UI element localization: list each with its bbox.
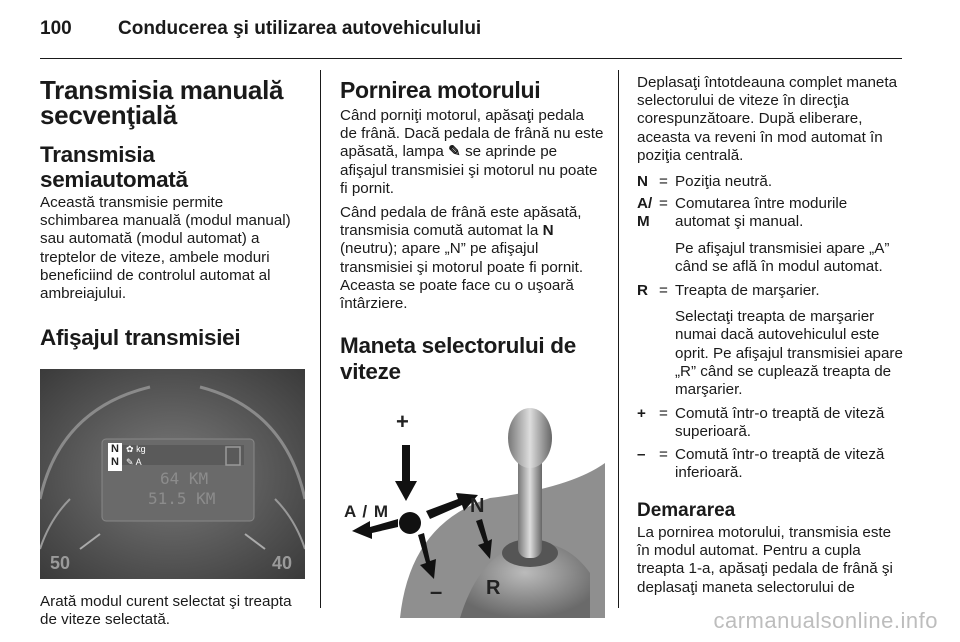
speed-mark-right: 40 <box>272 553 293 574</box>
item-eq: = <box>659 195 668 213</box>
para2-neutral: N <box>542 222 554 240</box>
item-term: R <box>637 282 648 300</box>
odometer-line-1: 64 KM <box>160 469 209 489</box>
item-extra: Selectaţi treapta de marşarier numai dacă autovehiculul este oprit. Pe afişajul transmisiei apare „R” când se cuplează treapta de marşarier. <box>675 308 903 399</box>
brake-foot-icon: ✎ <box>126 457 134 468</box>
item-desc: Comutarea între modurile automat şi manual. <box>675 195 848 231</box>
item-term: A/ M <box>637 195 653 231</box>
page-header <box>40 18 481 40</box>
engine-start-heading: Pornirea motorului <box>340 77 541 103</box>
kg-label: kg <box>136 444 146 455</box>
column-1 <box>40 74 305 636</box>
mode-letter: A <box>135 457 142 468</box>
plus-label: + <box>396 409 409 435</box>
item-desc: Comută într-o treaptă de viteză superioară. <box>675 405 885 441</box>
item-eq: = <box>659 282 668 300</box>
column-divider-1 <box>320 70 321 608</box>
para2-start: Când pedala de frână este apăsată, transmisia comută automat la <box>340 204 582 240</box>
brake-warning-icon: ✎ <box>448 143 461 161</box>
gear-icon: ✿ <box>126 444 134 455</box>
engine-start-paragraph-2 <box>340 204 605 313</box>
item-eq: = <box>659 173 668 191</box>
item-desc: Comută într-o treaptă de viteză inferioară. <box>675 445 885 481</box>
item-term: + <box>637 405 646 423</box>
column-3 <box>637 74 905 603</box>
speed-mark-left: 50 <box>50 553 71 574</box>
r-label: R <box>486 577 501 600</box>
transmission-display-figure <box>40 369 305 579</box>
n-label: N <box>470 495 485 518</box>
figure-caption: Arată modul curent selectat şi treapta de viteze selectată. <box>40 593 292 629</box>
gear-indicator <box>108 443 122 471</box>
odometer-line-2: 51.5 KM <box>148 489 216 509</box>
intro-paragraph: Această transmisie permite schimbarea manuală (modul manual) sau automată (modul automat) a treptelor de viteze, ambele moduri beneficiind de controlul automat al ambreiajului. <box>40 194 291 303</box>
am-label: A / M <box>344 502 389 522</box>
watermark: carmanualsonline.info <box>713 608 938 633</box>
item-term: N <box>637 173 648 191</box>
lever-intro: Deplasaţi întotdeauna complet maneta selectorului de viteze în direcţia corespunzătoare. După eliberare, aceasta va reveni în mod automat în poziţia centrală. <box>637 74 898 164</box>
item-desc: Treapta de marşarier. <box>675 282 820 300</box>
odometer <box>148 469 215 509</box>
minus-label: – <box>430 579 443 605</box>
selector-lever-figure <box>340 403 605 618</box>
main-heading: Transmisia manuală secvenţială <box>40 75 284 130</box>
selector-lever-heading: Maneta selectorului de viteze <box>340 333 576 385</box>
chapter-title: Conducerea şi utilizarea autovehiculului <box>118 18 482 39</box>
item-term: – <box>637 445 646 463</box>
column-2 <box>340 74 605 618</box>
para1-start: Când porniţi motorul, apăsaţi pedala de frână. Dacă pedala de frână nu este apăsată, lampa <box>340 107 604 161</box>
mode-indicator <box>126 443 146 469</box>
item-eq: = <box>659 445 668 463</box>
header-rule <box>40 58 902 59</box>
column-divider-2 <box>618 70 619 608</box>
sub-heading: Transmisia semiautomată <box>40 142 188 192</box>
item-desc: Poziţia neutră. <box>675 173 773 191</box>
gear-letter-2: N <box>111 456 119 469</box>
gear-letter-1: N <box>111 443 119 456</box>
starting-off-paragraph: La pornirea motorului, transmisia este în modul automat. Pentru a cupla treapta 1-a, apăsaţi pedala de frână şi deplasaţi maneta selectorului de <box>637 524 893 596</box>
page-number: 100 <box>40 18 72 39</box>
para2-end: (neutru); apare „N” pe afişajul transmisiei şi motorul poate fi pornit. Aceasta se poate face cu o uşoară întârziere. <box>340 240 584 313</box>
item-extra: Pe afişajul transmisiei apare „A” când se află în modul automat. <box>675 239 890 275</box>
engine-start-paragraph-1 <box>340 107 605 198</box>
item-eq: = <box>659 405 668 423</box>
starting-off-heading: Demararea <box>637 500 736 522</box>
display-heading: Afişajul transmisiei <box>40 325 241 351</box>
lever-positions-list <box>637 173 905 482</box>
para1-end: se aprinde pe afişajul transmisiei şi motorul nu poate fi pornit. <box>340 143 598 197</box>
